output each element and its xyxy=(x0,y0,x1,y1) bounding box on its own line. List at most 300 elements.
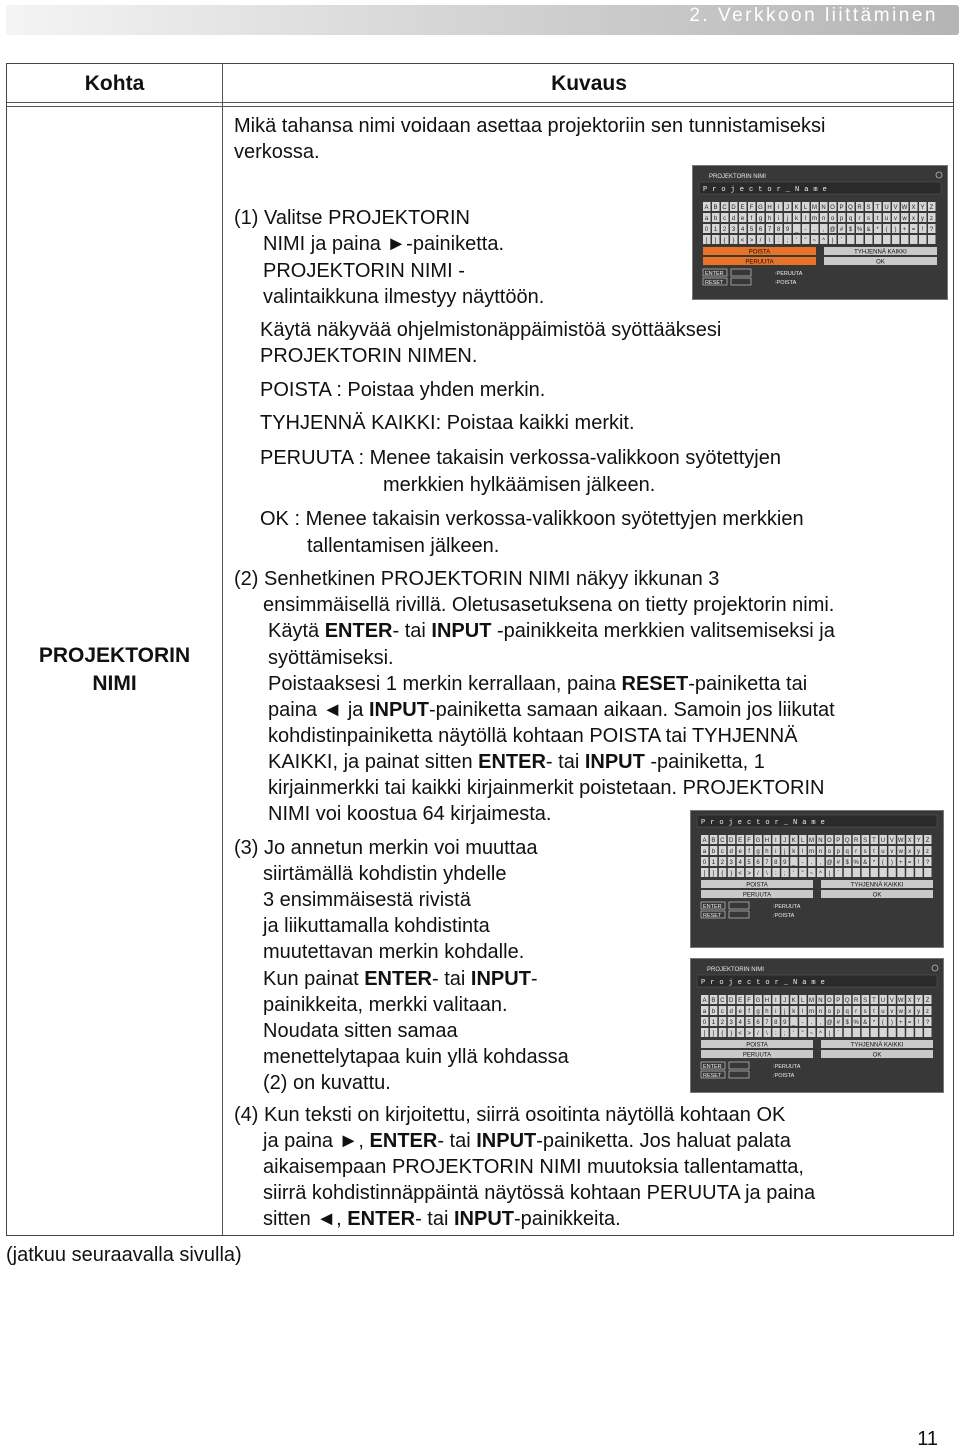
svg-text:': ' xyxy=(793,871,795,877)
svg-text:~: ~ xyxy=(809,871,814,877)
svg-text:Q: Q xyxy=(848,205,853,211)
svg-text:!: ! xyxy=(917,860,920,866)
svg-text:t: t xyxy=(873,1009,875,1015)
svg-text:x: x xyxy=(908,849,912,855)
svg-text:": " xyxy=(801,871,804,877)
svg-text:=: = xyxy=(907,860,912,866)
svg-text:U: U xyxy=(880,838,886,844)
dialog-title: PROJEKTORIN NIMI xyxy=(707,967,764,973)
dialog-button-ok: OK xyxy=(876,259,885,266)
svg-text:d: d xyxy=(729,1009,733,1015)
svg-text:;: ; xyxy=(786,238,789,244)
svg-text:}: } xyxy=(730,871,733,877)
svg-text:k: k xyxy=(792,849,796,855)
dialog-svg xyxy=(691,959,943,1092)
projector-name-dialog-screenshot-edit-2 xyxy=(690,958,944,1093)
svg-text:B: B xyxy=(711,998,716,1004)
svg-text:g: g xyxy=(758,216,763,222)
step2-line-5: Poistaaksesi 1 merkin kerrallaan, paina RESET-painiketta tai xyxy=(268,673,808,695)
svg-text:m: m xyxy=(809,1009,815,1015)
svg-text:y: y xyxy=(917,849,921,855)
svg-text:v: v xyxy=(890,1009,894,1015)
svg-text:_: _ xyxy=(792,860,796,866)
dialog-hint-peruuta: :PERUUTA xyxy=(775,271,803,277)
svg-text:]: ] xyxy=(712,871,715,877)
svg-text:q: q xyxy=(848,216,853,222)
svg-text:X: X xyxy=(907,838,912,844)
svg-text:b: b xyxy=(711,1009,716,1015)
svg-text:F: F xyxy=(749,205,754,211)
svg-text:#: # xyxy=(836,860,840,866)
svg-text:): ) xyxy=(894,227,897,233)
svg-text:4: 4 xyxy=(740,227,745,233)
step2-line-8: KAIKKI, ja painat sitten ENTER- tai INPUT -painiketta, 1 xyxy=(268,751,765,773)
svg-text:\: \ xyxy=(766,1031,768,1037)
svg-text:c: c xyxy=(723,216,726,222)
svg-text:x: x xyxy=(908,1009,912,1015)
svg-text:~: ~ xyxy=(809,1031,814,1037)
svg-text:N: N xyxy=(818,838,823,844)
poista-description: POISTA : Poistaa yhden merkin. xyxy=(260,379,546,401)
svg-text:a: a xyxy=(704,216,709,222)
svg-text:D: D xyxy=(729,998,734,1004)
svg-text:\: \ xyxy=(768,238,771,244)
svg-text:$: $ xyxy=(845,1020,849,1026)
svg-text:^: ^ xyxy=(822,238,825,244)
dialog-svg xyxy=(691,811,943,947)
svg-text:?: ? xyxy=(929,227,934,233)
svg-text:=: = xyxy=(911,227,916,233)
svg-text:f: f xyxy=(748,1009,750,1015)
svg-text:l: l xyxy=(801,1009,804,1015)
svg-text:e: e xyxy=(738,1009,742,1015)
dialog-button-peruuta: PERUUTA xyxy=(745,259,774,266)
svg-text:S: S xyxy=(863,838,868,844)
svg-text:W: W xyxy=(897,838,904,844)
step4-line-1: (4) Kun teksti on kirjoitettu, siirrä osoitinta näytöllä kohtaan OK xyxy=(234,1104,786,1126)
svg-text:L: L xyxy=(803,205,808,211)
svg-text:,: , xyxy=(819,1020,822,1026)
svg-text:]: ] xyxy=(714,238,717,244)
svg-text:F: F xyxy=(747,838,751,844)
svg-text:o: o xyxy=(827,1009,832,1015)
column-header-item: Kohta xyxy=(84,72,145,95)
svg-text:y: y xyxy=(921,216,924,222)
dialog-hint-poista: :POISTA xyxy=(773,1073,795,1079)
step2-line-1: (2) Senhetkinen PROJEKTORIN NIMI näkyy ikkunan 3 xyxy=(234,568,720,590)
page-number: 11 xyxy=(917,1428,938,1450)
svg-text:": " xyxy=(801,1031,804,1037)
svg-text:6: 6 xyxy=(756,860,760,866)
svg-text:5: 5 xyxy=(749,227,754,233)
svg-text:|: | xyxy=(828,871,831,877)
svg-text:i: i xyxy=(777,216,780,222)
svg-text:K: K xyxy=(794,205,799,211)
svg-text:A: A xyxy=(702,998,707,1004)
svg-text:": " xyxy=(804,238,807,244)
svg-text:9: 9 xyxy=(783,1020,787,1026)
svg-text:~: ~ xyxy=(812,238,817,244)
svg-text:;: ; xyxy=(783,871,786,877)
svg-text:b: b xyxy=(713,216,718,222)
peruuta-description-line-2: merkkien hylkäämisen jälkeen. xyxy=(383,474,656,496)
svg-text:x: x xyxy=(912,216,915,222)
svg-text:9: 9 xyxy=(783,860,787,866)
svg-text:': ' xyxy=(793,1031,795,1037)
svg-text:Y: Y xyxy=(916,998,921,1004)
svg-text:p: p xyxy=(836,1009,840,1015)
svg-text:a: a xyxy=(702,849,707,855)
svg-text:2: 2 xyxy=(720,860,724,866)
svg-text:N: N xyxy=(818,998,823,1004)
svg-text:4: 4 xyxy=(738,860,742,866)
svg-text:1: 1 xyxy=(713,227,718,233)
svg-text:-: - xyxy=(801,1020,804,1026)
svg-text:f: f xyxy=(750,216,753,222)
svg-text:;: ; xyxy=(783,1031,786,1037)
svg-text:0: 0 xyxy=(702,860,707,866)
svg-text:P: P xyxy=(836,998,841,1004)
svg-text:*: * xyxy=(872,860,876,866)
svg-text:2: 2 xyxy=(720,1020,724,1026)
svg-text:Z: Z xyxy=(925,998,930,1004)
svg-text:l: l xyxy=(804,216,807,222)
step3-line-5: muutettavan merkin kohdalle. xyxy=(263,941,525,963)
dialog-button-tyhjenna: TYHJENNÄ KAIKKI xyxy=(850,1042,904,1049)
svg-text:k: k xyxy=(792,1009,796,1015)
svg-text:ENTER: ENTER xyxy=(703,904,722,910)
dialog-hint-peruuta: :PERUUTA xyxy=(773,904,801,910)
dialog-name-field: Projector_Name xyxy=(701,819,830,827)
dialog-button-ok: OK xyxy=(872,892,882,899)
ok-description-line-1: OK : Menee takaisin verkossa-valikkoon syötettyjen merkkien xyxy=(260,508,804,530)
dialog-button-poista: POISTA xyxy=(746,1042,768,1049)
svg-text:>: > xyxy=(747,1031,751,1037)
intro-line-2: verkossa. xyxy=(234,141,320,163)
svg-text:X: X xyxy=(911,205,916,211)
svg-text:L: L xyxy=(800,998,805,1004)
svg-text:|: | xyxy=(828,1031,831,1037)
svg-text:RESET: RESET xyxy=(703,913,722,919)
step1-line-3: PROJEKTORIN NIMI - xyxy=(263,260,465,282)
svg-text:7: 7 xyxy=(767,227,772,233)
svg-text:S: S xyxy=(866,205,871,211)
step2-line-10: NIMI voi koostua 64 kirjaimesta. xyxy=(268,803,552,825)
svg-text:J: J xyxy=(786,205,789,211)
dialog-button-poista: POISTA xyxy=(748,249,771,256)
svg-text:!: ! xyxy=(917,1020,920,1026)
svg-text:ENTER: ENTER xyxy=(703,1064,722,1070)
svg-text:K: K xyxy=(791,838,796,844)
svg-text:ENTER: ENTER xyxy=(705,271,724,277)
svg-text:+: + xyxy=(899,860,903,866)
svg-text:.: . xyxy=(810,860,813,866)
step2-line-9: kirjainmerkki tai kaikki kirjainmerkit poistetaan. PROJEKTORIN xyxy=(268,777,825,799)
svg-text:O: O xyxy=(827,998,832,1004)
svg-text:!: ! xyxy=(921,227,924,233)
svg-text:b: b xyxy=(711,849,716,855)
svg-text:+: + xyxy=(902,227,907,233)
svg-text:C: C xyxy=(720,998,725,1004)
item-name-line-1: PROJEKTORIN xyxy=(38,644,191,667)
svg-text:l: l xyxy=(801,849,804,855)
svg-text:h: h xyxy=(765,1009,769,1015)
svg-text:t: t xyxy=(873,849,875,855)
svg-text:E: E xyxy=(740,205,745,211)
step3-line-4: ja liikuttamalla kohdistinta xyxy=(263,915,490,937)
svg-text:{: { xyxy=(721,1031,724,1037)
step1-line-1: (1) Valitse PROJEKTORIN xyxy=(234,207,470,229)
svg-text:R: R xyxy=(857,205,862,211)
svg-text:h: h xyxy=(765,849,769,855)
svg-text:y: y xyxy=(917,1009,921,1015)
svg-text:': ' xyxy=(795,238,798,244)
svg-text:0: 0 xyxy=(702,1020,707,1026)
svg-text:%: % xyxy=(853,1020,859,1026)
svg-text:#: # xyxy=(836,1020,840,1026)
svg-text:}: } xyxy=(730,1031,733,1037)
svg-text:}: } xyxy=(732,238,735,244)
svg-text:RESET: RESET xyxy=(705,280,724,286)
keyboard-info-line-1: Käytä näkyvää ohjelmistonäppäimistöä syöttääksesi xyxy=(260,319,722,341)
svg-text:t: t xyxy=(876,216,879,222)
svg-text:/: / xyxy=(757,871,759,877)
svg-text:m: m xyxy=(812,216,817,222)
svg-text:,: , xyxy=(819,860,822,866)
svg-text:X: X xyxy=(907,998,912,1004)
svg-text:o: o xyxy=(827,849,832,855)
dialog-button-tyhjenna: TYHJENNÄ KAIKKI xyxy=(854,249,907,256)
step2-line-6: paina ◄ ja INPUT-painiketta samaan aikaan. Samoin jos liikutat xyxy=(268,699,835,721)
svg-text:D: D xyxy=(731,205,736,211)
svg-text:@: @ xyxy=(826,1020,833,1026)
step3-line-7: painikkeita, merkki valitaan. xyxy=(263,994,508,1016)
svg-text:Z: Z xyxy=(925,838,930,844)
svg-text:`: ` xyxy=(840,238,843,244)
step3-line-9: menettelytapaa kuin yllä kohdassa xyxy=(263,1046,569,1068)
svg-text:O: O xyxy=(827,838,832,844)
svg-text:*: * xyxy=(872,1020,876,1026)
svg-text:RESET: RESET xyxy=(703,1073,722,1079)
svg-text:H: H xyxy=(764,998,770,1004)
svg-text:z: z xyxy=(930,216,933,222)
svg-text:j: j xyxy=(784,1009,786,1015)
svg-text:7: 7 xyxy=(765,860,769,866)
step3-line-3: 3 ensimmäisestä rivistä xyxy=(263,889,471,911)
svg-text:V: V xyxy=(889,998,894,1004)
svg-text:j: j xyxy=(784,849,786,855)
step2-line-4: syöttämiseksi. xyxy=(268,647,394,669)
svg-text:m: m xyxy=(809,849,815,855)
svg-text:>: > xyxy=(749,238,754,244)
svg-text:8: 8 xyxy=(774,860,778,866)
dialog-button-ok: OK xyxy=(872,1052,882,1059)
item-name-line-2: NIMI xyxy=(92,672,137,695)
svg-text:Z: Z xyxy=(929,205,934,211)
svg-text:p: p xyxy=(836,849,840,855)
svg-text:D: D xyxy=(729,838,734,844)
keyboard-info-line-2: PROJEKTORIN NIMEN. xyxy=(260,345,478,367)
svg-text:n: n xyxy=(821,216,826,222)
svg-text:_: _ xyxy=(794,227,799,233)
projector-name-dialog-screenshot-edit xyxy=(690,810,944,948)
svg-text:j: j xyxy=(786,216,789,222)
svg-text:`: ` xyxy=(837,871,840,877)
svg-text:(: ( xyxy=(881,860,884,866)
svg-text:w: w xyxy=(898,1009,903,1015)
step1-line-2: NIMI ja paina ►-painiketta. xyxy=(263,233,505,255)
svg-text:z: z xyxy=(926,1009,930,1015)
svg-text:o: o xyxy=(830,216,835,222)
svg-text:O: O xyxy=(830,205,835,211)
svg-text:&: & xyxy=(863,1020,868,1026)
dialog-svg xyxy=(693,166,947,299)
svg-text:T: T xyxy=(872,838,876,844)
dialog-hint-poista: :POISTA xyxy=(773,913,795,919)
svg-text:T: T xyxy=(875,205,880,211)
svg-text:I: I xyxy=(777,205,780,211)
svg-text:d: d xyxy=(731,216,736,222)
svg-text:_: _ xyxy=(792,1020,796,1026)
step2-line-7: kohdistinpainiketta näytöllä kohtaan POISTA tai TYHJENNÄ xyxy=(268,725,798,747)
step3-line-2: siirtämällä kohdistin yhdelle xyxy=(263,863,507,885)
svg-text:V: V xyxy=(889,838,894,844)
svg-text:q: q xyxy=(845,849,849,855)
svg-text:<: < xyxy=(738,1031,742,1037)
svg-text:A: A xyxy=(704,205,709,211)
svg-text:3: 3 xyxy=(731,227,736,233)
svg-text:i: i xyxy=(775,849,777,855)
svg-text:&: & xyxy=(863,860,868,866)
step4-line-3: aikaisempaan PROJEKTORIN NIMI muutoksia tallentamatta, xyxy=(263,1156,804,1178)
svg-text:.: . xyxy=(810,1020,813,1026)
svg-text:(: ( xyxy=(885,227,888,233)
svg-text:8: 8 xyxy=(774,1020,778,1026)
svg-text:W: W xyxy=(901,205,908,211)
svg-text:f: f xyxy=(748,849,750,855)
column-divider xyxy=(222,64,223,1235)
svg-text:P: P xyxy=(839,205,844,211)
svg-text:V: V xyxy=(893,205,898,211)
svg-text:8: 8 xyxy=(776,227,781,233)
svg-text:=: = xyxy=(907,1020,912,1026)
ok-description-line-2: tallentamisen jälkeen. xyxy=(307,535,500,557)
step4-line-4: siirrä kohdistinnäppäintä näytössä kohtaan PERUUTA ja paina xyxy=(263,1182,816,1204)
svg-text:7: 7 xyxy=(765,1020,769,1026)
svg-text:T: T xyxy=(872,998,876,1004)
svg-text:s: s xyxy=(863,1009,867,1015)
svg-text:[: [ xyxy=(703,871,706,877)
svg-text:L: L xyxy=(800,838,805,844)
step3-line-10: (2) on kuvattu. xyxy=(263,1072,391,1094)
svg-text:J: J xyxy=(783,838,787,844)
section-title: 2. Verkkoon liittäminen xyxy=(689,5,938,26)
svg-text:>: > xyxy=(747,871,751,877)
step4-line-5: sitten ◄, ENTER- tai INPUT-painikkeita. xyxy=(263,1208,621,1230)
svg-text:q: q xyxy=(845,1009,849,1015)
svg-text:v: v xyxy=(890,849,894,855)
svg-text:[: [ xyxy=(705,238,708,244)
svg-text:@: @ xyxy=(829,227,836,233)
svg-text:G: G xyxy=(758,205,763,211)
svg-text:n: n xyxy=(818,849,823,855)
svg-text:$: $ xyxy=(848,227,853,233)
svg-text:i: i xyxy=(775,1009,777,1015)
svg-text:R: R xyxy=(853,998,859,1004)
svg-text:5: 5 xyxy=(747,1020,751,1026)
svg-text:I: I xyxy=(775,998,777,1004)
svg-text:z: z xyxy=(926,849,930,855)
svg-text:6: 6 xyxy=(756,1020,760,1026)
svg-text:^: ^ xyxy=(819,1031,822,1037)
svg-text:g: g xyxy=(756,849,760,855)
svg-text:Q: Q xyxy=(844,838,850,844)
svg-text:S: S xyxy=(863,998,868,1004)
svg-text:c: c xyxy=(720,1009,724,1015)
step2-line-3: Käytä ENTER- tai INPUT -painikkeita merkkien valitsemiseksi ja xyxy=(268,620,835,642)
svg-text:U: U xyxy=(884,205,889,211)
dialog-name-field: Projector_Name xyxy=(703,186,832,194)
svg-text:1: 1 xyxy=(711,860,716,866)
svg-text::: : xyxy=(775,1031,777,1037)
step4-line-2: ja paina ►, ENTER- tai INPUT-painiketta. Jos haluat palata xyxy=(263,1130,791,1152)
svg-text:`: ` xyxy=(837,1031,840,1037)
step3-line-6: Kun painat ENTER- tai INPUT- xyxy=(263,968,538,990)
step1-line-4: valintaikkuna ilmestyy näyttöön. xyxy=(263,286,545,308)
dialog-hint-poista: :POISTA xyxy=(775,280,797,286)
svg-text:B: B xyxy=(713,205,718,211)
svg-text:k: k xyxy=(795,216,798,222)
svg-text:2: 2 xyxy=(722,227,727,233)
column-header-description: Kuvaus xyxy=(551,72,627,95)
svg-text:h: h xyxy=(767,216,772,222)
svg-text:*: * xyxy=(876,227,879,233)
intro-line-1: Mikä tahansa nimi voidaan asettaa projektoriin sen tunnistamiseksi xyxy=(234,115,826,137)
svg-text::: : xyxy=(777,238,780,244)
tyhjenna-description: TYHJENNÄ KAIKKI: Poistaa kaikki merkit. xyxy=(260,412,635,434)
svg-text:C: C xyxy=(720,838,725,844)
svg-text:e: e xyxy=(740,216,745,222)
continued-note: (jatkuu seuraavalla sivulla) xyxy=(6,1244,242,1266)
step3-line-1: (3) Jo annetun merkin voi muuttaa xyxy=(234,837,538,859)
svg-text:&: & xyxy=(866,227,871,233)
svg-text:J: J xyxy=(783,998,787,1004)
svg-text:s: s xyxy=(867,216,870,222)
step3-line-8: Noudata sitten samaa xyxy=(263,1020,458,1042)
svg-text:d: d xyxy=(729,849,733,855)
svg-text:p: p xyxy=(839,216,844,222)
svg-text:|: | xyxy=(831,238,834,244)
svg-text:R: R xyxy=(853,838,859,844)
svg-text:G: G xyxy=(755,838,761,844)
svg-text:H: H xyxy=(767,205,772,211)
svg-text:<: < xyxy=(740,238,745,244)
svg-text:5: 5 xyxy=(747,860,751,866)
svg-text::: : xyxy=(775,871,777,877)
svg-text:E: E xyxy=(738,998,743,1004)
svg-text:G: G xyxy=(755,998,761,1004)
svg-text:r: r xyxy=(855,1009,858,1015)
table-header-rule-2 xyxy=(7,106,953,107)
svg-text:u: u xyxy=(881,1009,885,1015)
svg-text:.: . xyxy=(813,227,816,233)
svg-text:W: W xyxy=(897,998,904,1004)
svg-text:/: / xyxy=(759,238,762,244)
svg-text:g: g xyxy=(756,1009,760,1015)
svg-text:v: v xyxy=(894,216,897,222)
svg-text:M: M xyxy=(812,205,817,211)
svg-text:%: % xyxy=(856,227,863,233)
